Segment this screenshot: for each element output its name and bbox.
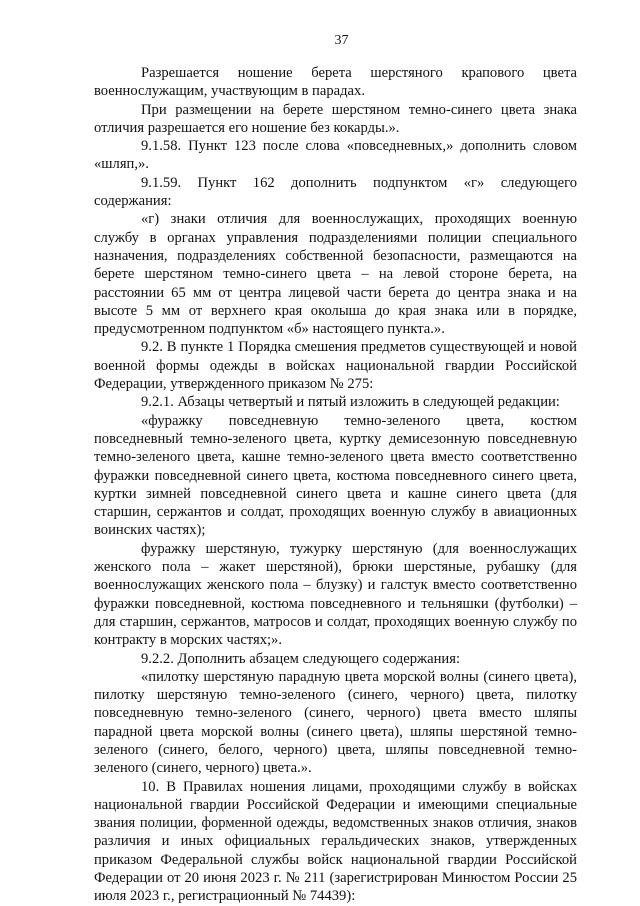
paragraph: Разрешается ношение берета шерстяного крапового цвета военнослужащим, участвующим в парадах. xyxy=(94,65,577,100)
paragraph: 9.2.2. Дополнить абзацем следующего содержания: xyxy=(141,650,461,667)
paragraph: При размещении на берете шерстяном темно-синего цвета знака отличия разрешается его ношение без кокарды.». xyxy=(94,101,577,136)
paragraph: 10. В Правилах ношения лицами, проходящими службу в войсках национальной гвардии Российской Федерации и имеющими специальные звания полиции, форменной одежды, ведомственных знаков отличия, знаков различия и иных официальных геральдических знаков, утвержденных приказом Федеральной службы войск национальной гвардии Российской Федерации от 20 июня 2023 г. № 211 (зарегистрирован Минюстом России 25 июля 2023 г., регистрационный № 74439): xyxy=(94,778,577,905)
page-number: 37 xyxy=(334,33,349,48)
paragraph: фуражку шерстяную, тужурку шерстяную (для военнослужащих женского пола – жакет шерстяной), брюки шерстяные, рубашку (для военнослужащих женского пола – блузку) и галстук вместо соответственно фуражки повседневной, костюма повседневного и тельняшки (футболки) – для старшин, сержантов, матросов и солдат, проходящих военную службу по контракту в морских частях;». xyxy=(94,540,577,649)
paragraph: «пилотку шерстяную парадную цвета морской волны (синего цвета), пилотку шерстяную темно-зеленого (синего, черного) цвета, пилотку повседневную темно-зеленого (синего, черного) цвета вместо шляпы парадной цвета морской волны (синего цвета), шляпы шерстяной темно-зеленого (синего, белого, черного) цвета, шляпы повседневной темно-зеленого (синего, черного) цвета.». xyxy=(94,668,577,777)
paragraph: «г) знаки отличия для военнослужащих, проходящих военную службу в органах управления подразделениями полиции специального назначения, подразделениях собственной безопасности, размещаются на берете шерстяном темно-синего цвета – на левой стороне берета, на расстоянии 65 мм от центра лицевой части берета до центра знака и на высоте 5 мм от верхнего края околыша до края знака или в порядке, предусмотренном подпунктом «б» настоящего пункта.». xyxy=(94,211,577,338)
paragraph: «фуражку повседневную темно-зеленого цвета, костюм повседневный темно-зеленого цвета, куртку демисезонную повседневную темно-зеленого цвета, кашне темно-зеленого цвета вместо соответственно фуражки повседневной синего цвета, костюма повседневного синего цвета, куртки зимней повседневной синего цвета и кашне синего цвета (для старшин, сержантов и солдат, проходящих военную службу в авиационных воинских частях); xyxy=(94,412,577,539)
paragraph: 9.2.1. Абзацы четвертый и пятый изложить в следующей редакции: xyxy=(141,394,560,411)
document-body xyxy=(94,64,577,906)
paragraph: 9.1.58. Пункт 123 после слова «повседневных,» дополнить словом «шляп,». xyxy=(94,138,577,173)
paragraph: 9.2. В пункте 1 Порядка смешения предметов существующей и новой военной формы одежды в войсках национальной гвардии Российской Федерации, утвержденного приказом № 275: xyxy=(94,339,577,393)
paragraph: 9.1.59. Пункт 162 дополнить подпунктом «г» следующего содержания: xyxy=(94,174,577,210)
